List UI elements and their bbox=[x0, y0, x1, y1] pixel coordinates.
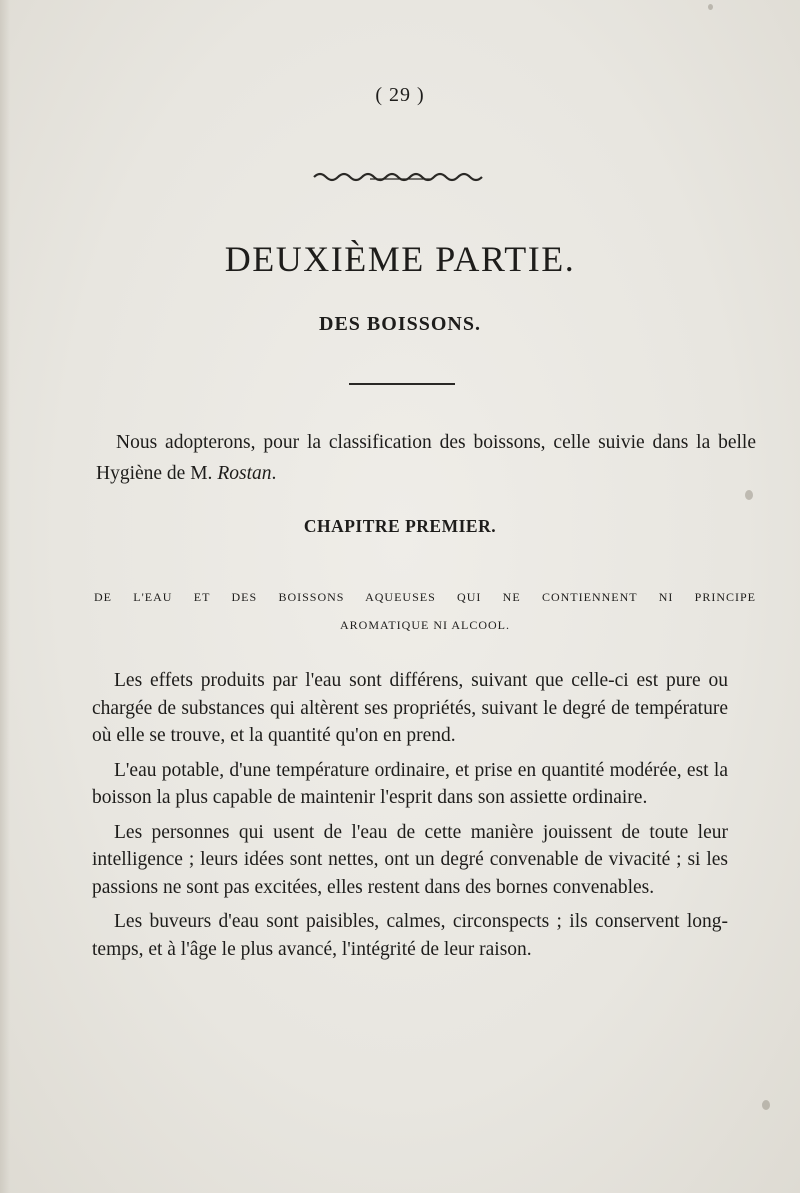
body-paragraph: L'eau potable, d'une température ordinaire, et prise en quantité modérée, est la boisson la plus capable de maintenir l'esprit dans son assiette ordinaire. bbox=[92, 759, 728, 808]
page-edge-shadow bbox=[0, 0, 10, 1193]
body-text bbox=[92, 667, 728, 970]
part-title: DEUXIÈME PARTIE. bbox=[224, 239, 576, 279]
intro-paragraph bbox=[96, 427, 756, 489]
chapter-title: CHAPITRE PREMIER. bbox=[303, 516, 497, 536]
intro-text-after: . bbox=[271, 463, 277, 484]
chapter-subtitle-line-1: DE L'EAU ET DES BOISSONS AQUEUSES QUI NE CONTIENNENT NI PRINCIPE bbox=[94, 590, 756, 604]
body-paragraph: Les effets produits par l'eau sont différens, suivant que celle-ci est pure ou chargée de substances qui altèrent ses propriétés, suivant le degré de température où elle se trouve, et la quantité qu'on en prend. bbox=[92, 670, 728, 746]
paper-spot bbox=[708, 4, 713, 10]
chapter-subtitle-line-2: AROMATIQUE NI ALCOOL. bbox=[340, 618, 510, 632]
paper-spot bbox=[762, 1100, 770, 1110]
body-paragraph: Les buveurs d'eau sont paisibles, calmes, circonspects ; ils conservent long-temps, et à l'âge le plus avancé, l'intégrité de leur raison. bbox=[92, 911, 728, 960]
author-name: Rostan bbox=[217, 463, 272, 484]
part-subtitle: DES BOISSONS. bbox=[319, 313, 481, 335]
ornament-divider bbox=[310, 168, 490, 182]
intro-text-before: Nous adopterons, pour la classification des boissons, celle suivie dans la belle Hygiène de M. bbox=[96, 432, 756, 484]
body-paragraph: Les personnes qui usent de l'eau de cette manière jouissent de toute leur intelligence ; leurs idées sont nettes, ont un degré convenable de vivacité ; si les passions ne sont pas excitées, elles restent dans des bornes convenables. bbox=[92, 821, 728, 898]
page-number: ( 29 ) bbox=[375, 84, 425, 106]
chapter-subtitle bbox=[94, 583, 756, 639]
paper-spot bbox=[745, 490, 753, 500]
section-rule bbox=[349, 383, 455, 385]
